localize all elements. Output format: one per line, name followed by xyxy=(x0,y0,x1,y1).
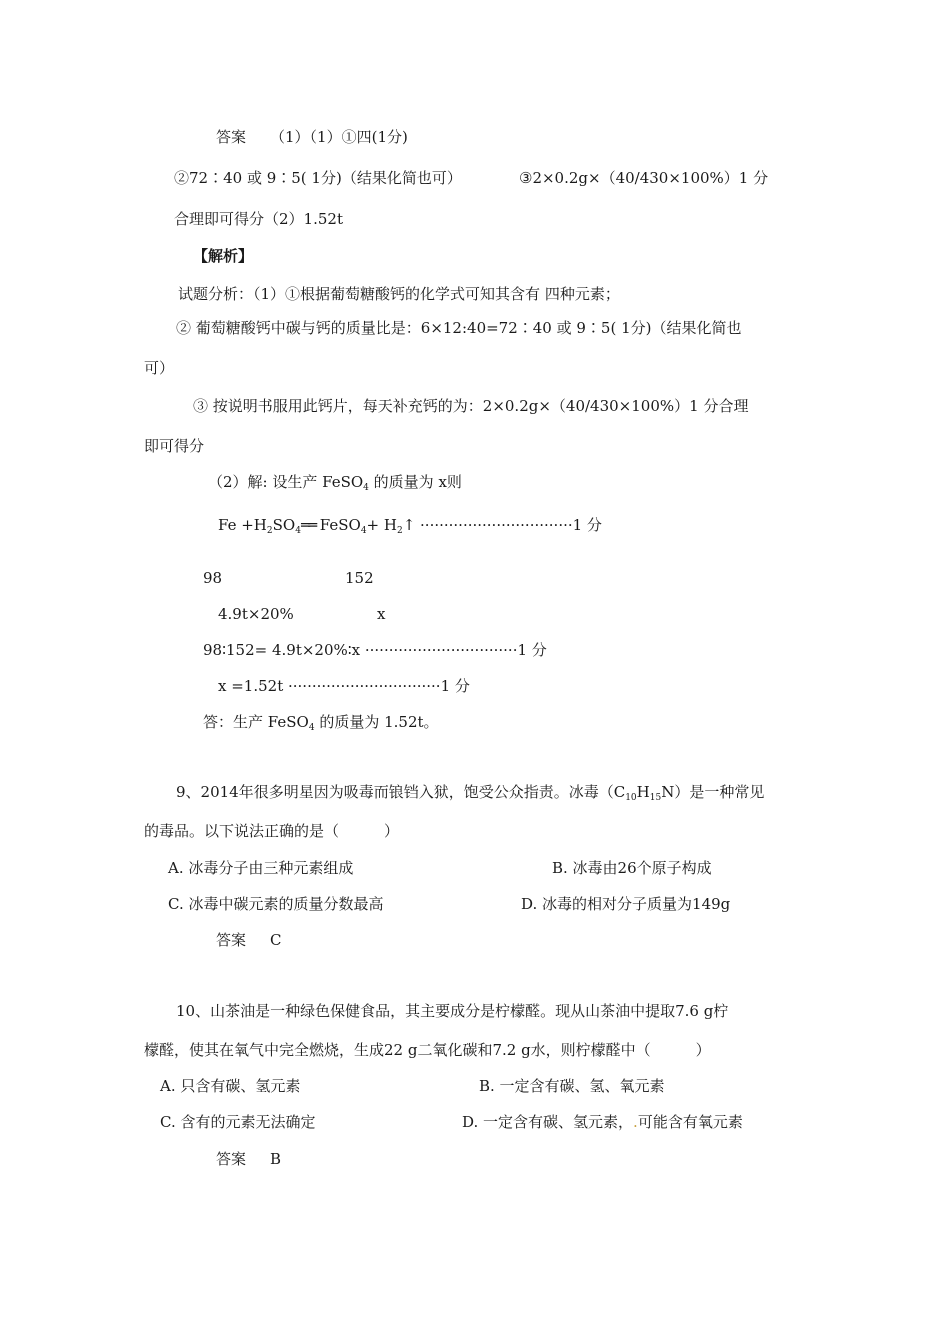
molar-mass-h2so4: 98 xyxy=(203,569,223,587)
q8-answer-line3: 合理即可得分（2）1.52t xyxy=(174,210,343,228)
analysis-line3: ③ 按说明书服用此钙片，每天补充钙的为：2×0.2g×（40/430×100%）1 分合理 xyxy=(193,397,749,415)
analysis-line1: 试题分析：（1）①根据葡萄糖酸钙的化学式可知其含有 四种元素； xyxy=(178,285,620,303)
q10-option-a: A. 只含有碳、氢元素 xyxy=(160,1077,301,1095)
q8-answer-line2a: ②72∶40 或 9∶5( 1分)（结果化简也可） xyxy=(174,169,462,187)
q9-option-a: A. 冰毒分子由三种元素组成 xyxy=(168,859,354,877)
q10-option-b: B. 一定含有碳、氢、氧元素 xyxy=(479,1077,665,1095)
q9-option-c: C. 冰毒中碳元素的质量分数最高 xyxy=(168,895,384,913)
chemical-equation: $Fe +H_2SO_4══$ FeSO$_4$+ $H_2↑ \cdot\cdot\cdot\cdot\cdot\cdot\cdot\cdot\cdot\cdot\cdot\cdot\cdot\cdot\cdot\cdot\cdot\cdot\cdot\cdot\cdot\cdot\cdot\cdot\cdot\cdot\cdot\cdot\cdot\cdot\cdot\cdot 1$ 分 xyxy=(218,516,602,536)
conclusion-line: 答：生产 FeSO$_4$ 的质量为 1.52t。 xyxy=(203,713,439,733)
q9-stem-line2: 的毒品。以下说法正确的是（ ） xyxy=(144,822,400,840)
q8-answer-line2b: ③2×0.2g×（40/430×100%）1 分 xyxy=(519,169,769,187)
q10-stem-line1: 10、山茶油是一种绿色保健食品，其主要成分是柠檬醛。现从山茶油中提取7.6 g柠 xyxy=(176,1002,729,1020)
analysis-heading: 【解析】 xyxy=(193,247,254,265)
q9-option-b: B. 冰毒由26个原子构成 xyxy=(552,859,712,877)
answer-text: （1）（1）①四(1分) xyxy=(270,128,408,146)
given-mass: 4.9t×20% xyxy=(218,605,294,623)
molar-mass-feso4: 152 xyxy=(345,569,374,587)
unknown-mass: x xyxy=(377,605,386,623)
equation-equals: ══ xyxy=(300,516,315,534)
answer-label: 答案 xyxy=(216,128,247,146)
analysis-line2-cont: 可） xyxy=(144,359,175,377)
solution-setup: （2）解: 设生产 FeSO$_4$ 的质量为 x则 xyxy=(208,473,462,493)
q9-answer: 答案 C xyxy=(216,931,282,949)
q9-stem-line1: 9、2014年很多明星因为吸毒而锒铛入狱，饱受公众指责。冰毒$(C_{10}H_{15}N)$是一种常见 xyxy=(176,783,765,803)
q10-option-c: C. 含有的元素无法确定 xyxy=(160,1113,316,1131)
analysis-line3-cont: 即可得分 xyxy=(144,437,205,455)
q10-stem-line2: 檬醛，使其在氧气中完全燃烧，生成22 g二氧化碳和7.2 g水，则柠檬醛中（ ） xyxy=(144,1041,711,1059)
q10-answer: 答案 B xyxy=(216,1150,282,1168)
q8-answer-line1 xyxy=(216,127,408,147)
q9-option-d: D. 冰毒的相对分子质量为149g xyxy=(521,895,731,913)
analysis-line2: ② 葡萄糖酸钙中碳与钙的质量比是：6×12:40=72∶40 或 9∶5( 1分)（结果化简也 xyxy=(176,319,742,337)
result-line: x =1.52t ································1 分 xyxy=(218,677,470,695)
q10-option-d: D. 一定含有碳、氢元素，.可能含有氧元素 xyxy=(462,1113,743,1131)
proportion-line: 98∶152= 4.9t×20%∶x ································1 分 xyxy=(203,641,547,659)
